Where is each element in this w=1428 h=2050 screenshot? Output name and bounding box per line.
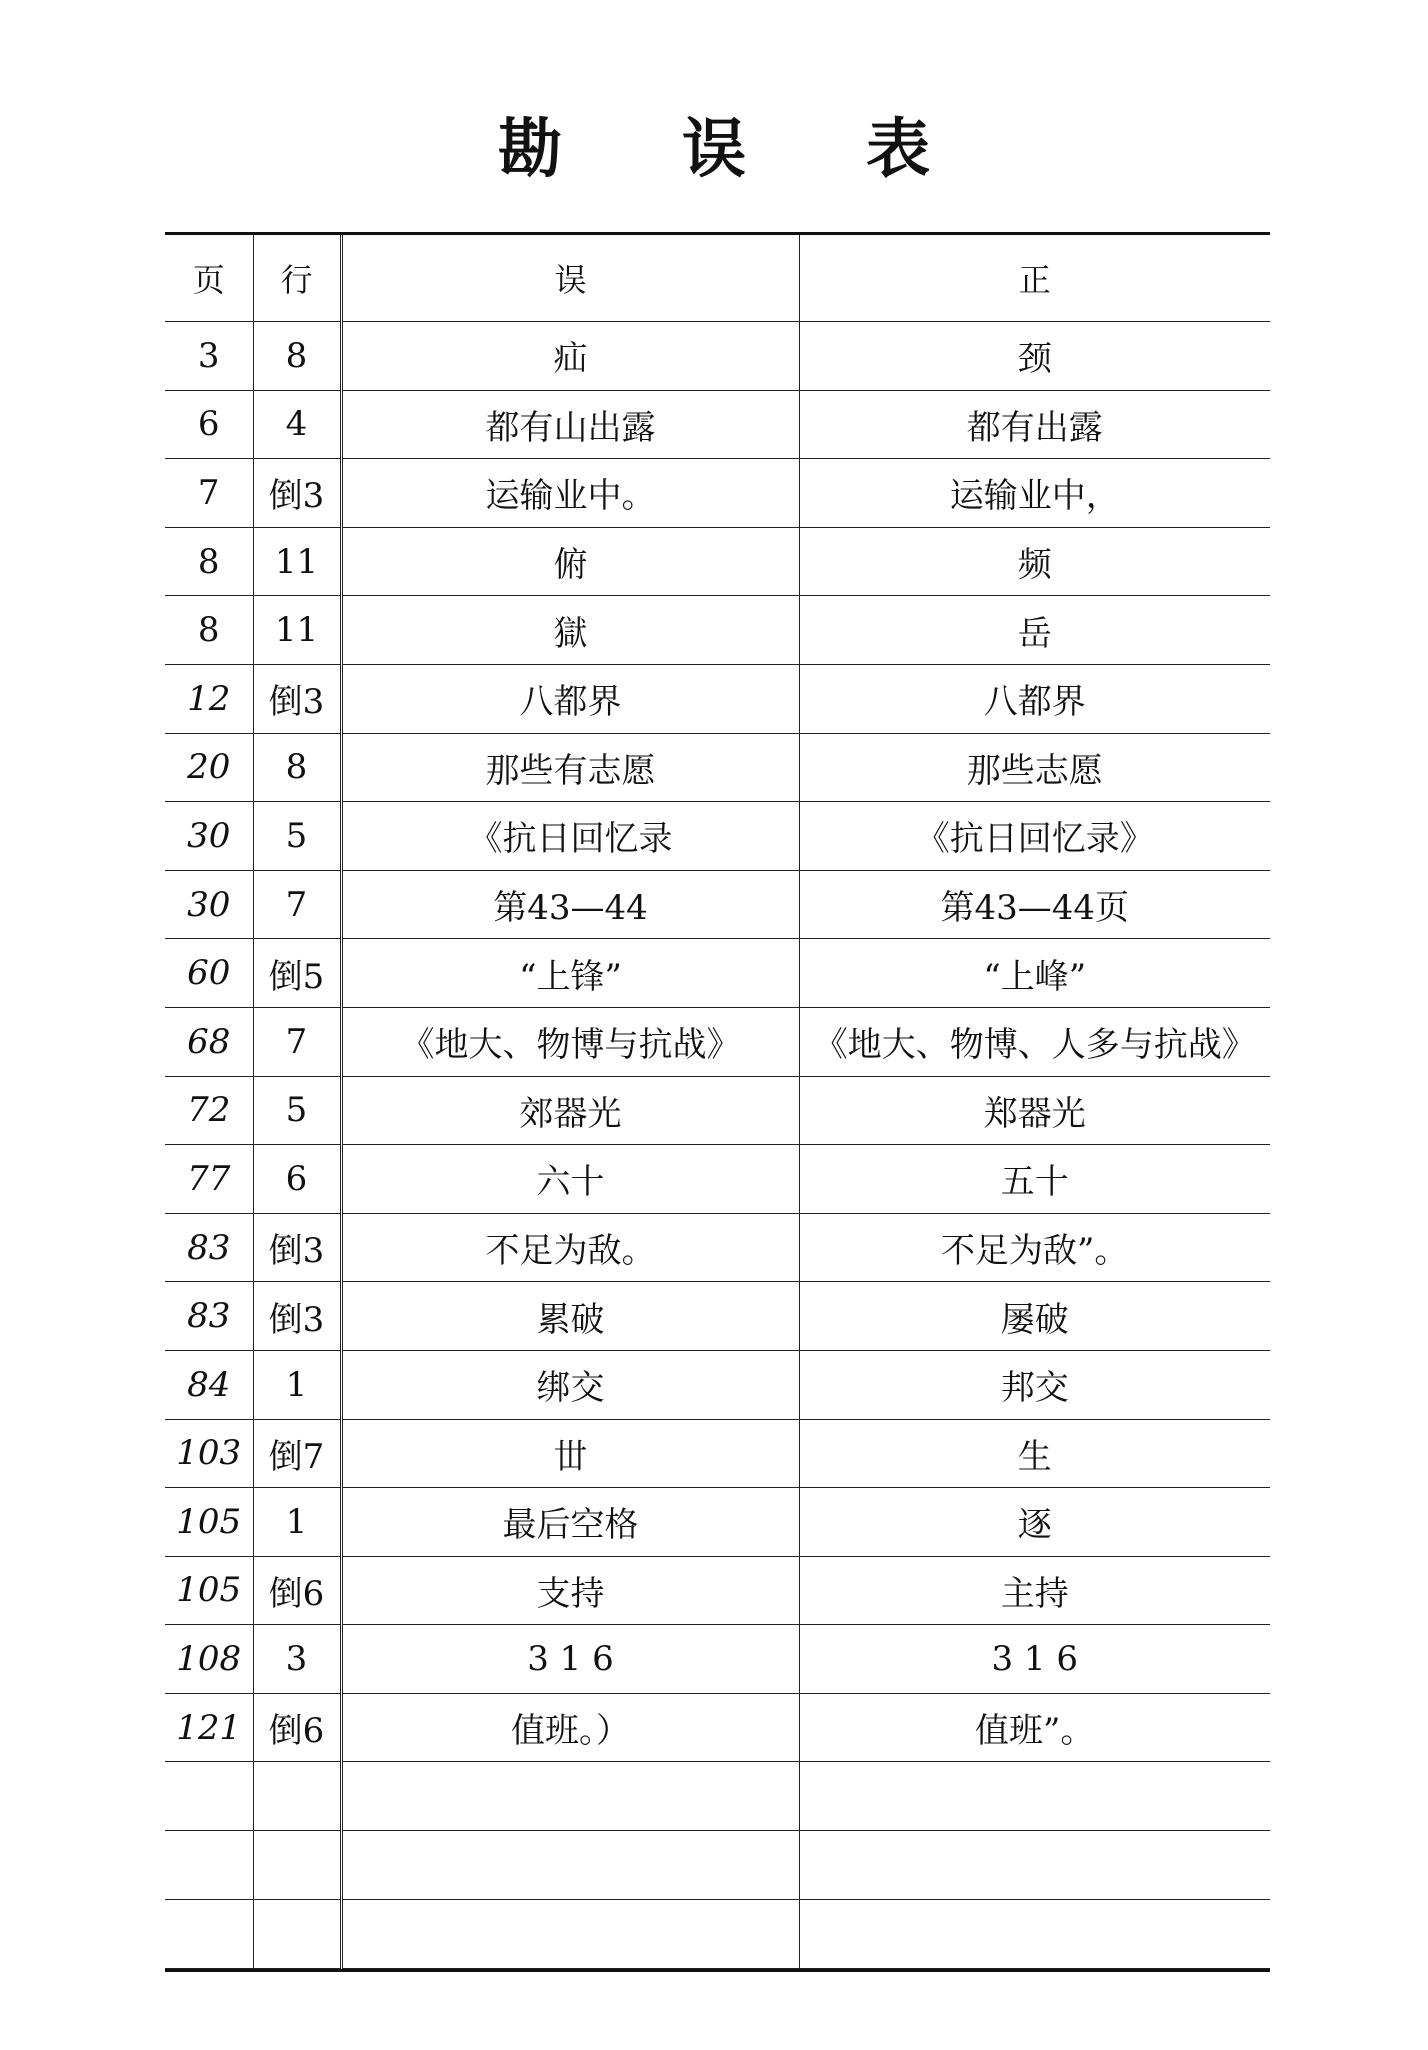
right-cell: 运输业中， — [799, 459, 1270, 528]
header-line: 行 — [253, 235, 341, 322]
line-cell: 7 — [253, 870, 341, 939]
wrong-cell: 獄 — [341, 596, 799, 665]
line-cell: 1 — [253, 1350, 341, 1419]
table-row — [165, 1076, 1270, 1145]
page-cell: 68 — [165, 1007, 253, 1076]
wrong-cell: 那些有志愿 — [341, 733, 799, 802]
errata-table — [165, 235, 1270, 1969]
page-cell: 30 — [165, 802, 253, 871]
table-row — [165, 1625, 1270, 1694]
page-cell: 77 — [165, 1145, 253, 1214]
right-cell: 岳 — [799, 596, 1270, 665]
wrong-cell: 运输业中。 — [341, 459, 799, 528]
right-cell: 不足为敌”。 — [799, 1213, 1270, 1282]
page-cell: 60 — [165, 939, 253, 1008]
header-page: 页 — [165, 235, 253, 322]
page-cell: 8 — [165, 596, 253, 665]
page-cell: 105 — [165, 1556, 253, 1625]
line-cell: 倒7 — [253, 1419, 341, 1488]
line-cell: 倒6 — [253, 1556, 341, 1625]
line-cell: 倒6 — [253, 1693, 341, 1762]
right-cell: 频 — [799, 527, 1270, 596]
right-cell: 郑器光 — [799, 1076, 1270, 1145]
empty-row — [165, 1900, 1270, 1969]
empty-cell — [799, 1831, 1270, 1900]
right-cell: 逐 — [799, 1488, 1270, 1557]
page-cell: 108 — [165, 1625, 253, 1694]
header-right: 正 — [799, 235, 1270, 322]
table-row — [165, 939, 1270, 1008]
table-row — [165, 1213, 1270, 1282]
empty-cell — [253, 1831, 341, 1900]
wrong-cell: 疝 — [341, 322, 799, 391]
line-cell: 倒3 — [253, 1213, 341, 1282]
empty-cell — [253, 1900, 341, 1969]
right-cell: 八都界 — [799, 664, 1270, 733]
wrong-cell: 丗 — [341, 1419, 799, 1488]
line-cell: 6 — [253, 1145, 341, 1214]
right-cell: 3 1 6 — [799, 1625, 1270, 1694]
page-cell: 6 — [165, 390, 253, 459]
page-cell: 8 — [165, 527, 253, 596]
table-row — [165, 1556, 1270, 1625]
table-row — [165, 527, 1270, 596]
right-cell: 那些志愿 — [799, 733, 1270, 802]
wrong-cell: 八都界 — [341, 664, 799, 733]
wrong-cell: 3 1 6 — [341, 1625, 799, 1694]
right-cell: 《地大、物博、人多与抗战》 — [799, 1007, 1270, 1076]
wrong-cell: 都有山出露 — [341, 390, 799, 459]
line-cell: 8 — [253, 733, 341, 802]
table-row — [165, 596, 1270, 665]
empty-cell — [341, 1831, 799, 1900]
errata-body — [165, 322, 1270, 1969]
right-cell: 第43—44页 — [799, 870, 1270, 939]
line-cell: 倒3 — [253, 459, 341, 528]
line-cell: 倒5 — [253, 939, 341, 1008]
page-cell: 72 — [165, 1076, 253, 1145]
table-row — [165, 459, 1270, 528]
line-cell: 11 — [253, 527, 341, 596]
table-row — [165, 1007, 1270, 1076]
header-row — [165, 235, 1270, 322]
page-cell: 7 — [165, 459, 253, 528]
page-cell: 20 — [165, 733, 253, 802]
right-cell: 颈 — [799, 322, 1270, 391]
empty-cell — [165, 1900, 253, 1969]
bottom-rule — [165, 1969, 1270, 1972]
right-cell: 生 — [799, 1419, 1270, 1488]
table-row — [165, 1282, 1270, 1351]
header-wrong: 误 — [341, 235, 799, 322]
empty-cell — [341, 1762, 799, 1831]
page-cell: 121 — [165, 1693, 253, 1762]
wrong-cell: 六十 — [341, 1145, 799, 1214]
line-cell: 7 — [253, 1007, 341, 1076]
wrong-cell: “上锋” — [341, 939, 799, 1008]
table-row — [165, 322, 1270, 391]
table-row — [165, 1693, 1270, 1762]
empty-cell — [165, 1762, 253, 1831]
empty-row — [165, 1762, 1270, 1831]
page-cell: 103 — [165, 1419, 253, 1488]
wrong-cell: 俯 — [341, 527, 799, 596]
empty-cell — [253, 1762, 341, 1831]
wrong-cell: 郊器光 — [341, 1076, 799, 1145]
page-title: 勘误表 — [498, 112, 1050, 187]
line-cell: 倒3 — [253, 664, 341, 733]
empty-row — [165, 1831, 1270, 1900]
line-cell: 4 — [253, 390, 341, 459]
table-row — [165, 1419, 1270, 1488]
right-cell: 都有出露 — [799, 390, 1270, 459]
right-cell: 主持 — [799, 1556, 1270, 1625]
wrong-cell: 累破 — [341, 1282, 799, 1351]
line-cell: 5 — [253, 802, 341, 871]
empty-cell — [341, 1900, 799, 1969]
table-row — [165, 733, 1270, 802]
line-cell: 1 — [253, 1488, 341, 1557]
line-cell: 3 — [253, 1625, 341, 1694]
right-cell: 屡破 — [799, 1282, 1270, 1351]
table-row — [165, 1350, 1270, 1419]
line-cell: 5 — [253, 1076, 341, 1145]
wrong-cell: 《地大、物博与抗战》 — [341, 1007, 799, 1076]
empty-cell — [799, 1900, 1270, 1969]
page-cell: 3 — [165, 322, 253, 391]
table-row — [165, 390, 1270, 459]
line-cell: 11 — [253, 596, 341, 665]
table-row — [165, 870, 1270, 939]
right-cell: 五十 — [799, 1145, 1270, 1214]
page-cell: 83 — [165, 1213, 253, 1282]
page-cell: 30 — [165, 870, 253, 939]
page-cell: 12 — [165, 664, 253, 733]
wrong-cell: 支持 — [341, 1556, 799, 1625]
right-cell: “上峰” — [799, 939, 1270, 1008]
page-cell: 83 — [165, 1282, 253, 1351]
line-cell: 8 — [253, 322, 341, 391]
wrong-cell: 最后空格 — [341, 1488, 799, 1557]
right-cell: 值班”。 — [799, 1693, 1270, 1762]
page-cell: 105 — [165, 1488, 253, 1557]
empty-cell — [165, 1831, 253, 1900]
wrong-cell: 绑交 — [341, 1350, 799, 1419]
wrong-cell: 《抗日回忆录 — [341, 802, 799, 871]
wrong-cell: 值班。） — [341, 1693, 799, 1762]
table-row — [165, 1488, 1270, 1557]
table-row — [165, 1145, 1270, 1214]
table-row — [165, 664, 1270, 733]
wrong-cell: 第43—44 — [341, 870, 799, 939]
empty-cell — [799, 1762, 1270, 1831]
right-cell: 邦交 — [799, 1350, 1270, 1419]
wrong-cell: 不足为敌。 — [341, 1213, 799, 1282]
line-cell: 倒3 — [253, 1282, 341, 1351]
errata-table-container — [165, 232, 1270, 1972]
table-row — [165, 802, 1270, 871]
page-cell: 84 — [165, 1350, 253, 1419]
right-cell: 《抗日回忆录》 — [799, 802, 1270, 871]
